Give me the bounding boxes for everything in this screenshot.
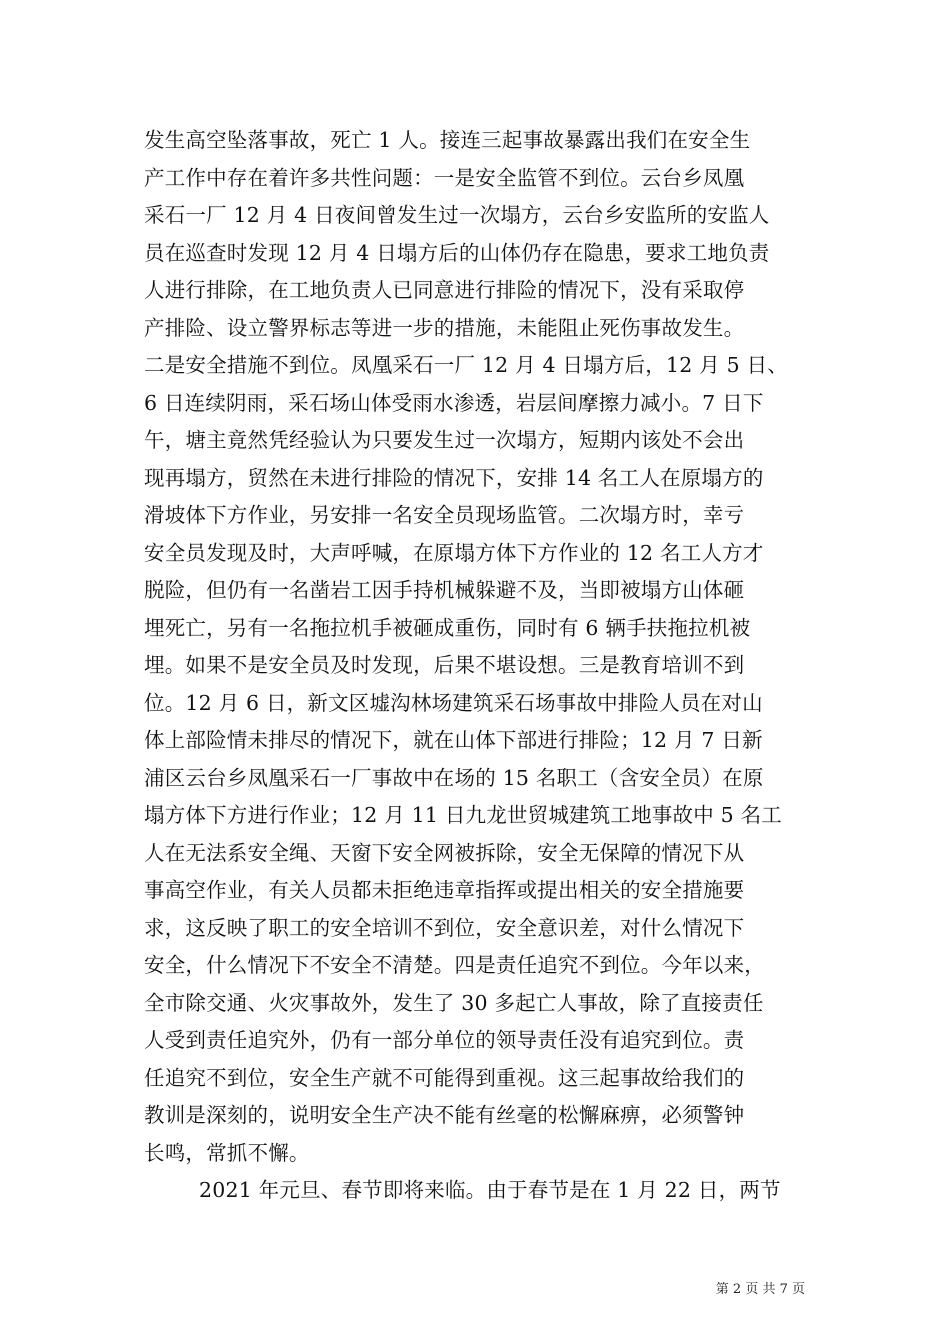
text-line: 发生高空坠落事故，死亡 1 人。接连三起事故暴露出我们在安全生 [144,128,751,152]
text-line: 人受到责任追究外，仍有一部分单位的领导责任没有追究到位。责 [144,1028,745,1052]
text-line: 求，这反映了职工的安全培训不到位，安全意识差，对什么情况下 [144,915,745,940]
text-line: 员在巡查时发现 12 月 4 日塌方后的山体仍存在隐患，要求工地负责 [144,240,770,265]
text-line: 产排险、设立警界标志等进一步的措施，未能阻止死伤事故发生。 [144,315,745,340]
text-line: 采石一厂 12 月 4 日夜间曾发生过一次塌方，云台乡安监所的安监人 [144,203,770,227]
text-line: 现再塌方，贸然在未进行排险的情况下，安排 14 名工人在原塌方的 [144,465,764,490]
page-number: 第 2 页 共 7 页 [715,1282,805,1297]
text-line: 滑坡体下方作业，另安排一名安全员现场监管。二次塌方时，幸亏 [144,503,745,527]
text-line: 塌方体下方进行作业；12 月 11 日九龙世贸城建筑工地事故中 5 名工 [144,803,782,827]
body-text [144,122,824,1210]
text-line: 埋。如果不是安全员及时发现，后果不堪设想。三是教育培训不到 [144,653,745,677]
text-line: 任追究不到位，安全生产就不可能得到重视。这三起事故给我们的 [144,1065,745,1090]
paragraph-start-line: 2021 年元旦、春节即将来临。由于春节是在 1 月 22 日，两节 [199,1178,781,1202]
text-line: 人在无法系安全绳、天窗下安全网被拆除，安全无保障的情况下从 [144,840,745,865]
text-line: 午，塘主竟然凭经验认为只要发生过一次塌方，短期内该处不会出 [144,428,745,452]
text-line: 位。12 月 6 日，新文区墟沟林场建筑采石场事故中排险人员在对山 [144,690,763,715]
text-line: 事高空作业，有关人员都未拒绝违章指挥或提出相关的安全措施要 [144,878,745,902]
text-line: 教训是深刻的，说明安全生产决不能有丝毫的松懈麻痹，必须警钟 [144,1103,745,1127]
text-line: 长鸣，常抓不懈。 [144,1140,310,1165]
text-line: 安全员发现及时，大声呼喊，在原塌方体下方作业的 12 名工人方才 [144,540,764,565]
text-line: 6 日连续阴雨，采石场山体受雨水渗透，岩层间摩擦力减小。7 日下 [144,390,764,415]
text-line: 安全，什么情况下不安全不清楚。四是责任追究不到位。今年以来， [144,953,765,977]
text-line: 人进行排除，在工地负责人已同意进行排险的情况下，没有采取停 [144,278,745,302]
text-line: 产工作中存在着许多共性问题：一是安全监管不到位。云台乡凤凰 [144,165,745,190]
text-line: 埋死亡，另有一名拖拉机手被砸成重伤，同时有 6 辆手扶拖拉机被 [144,615,751,640]
text-line: 浦区云台乡凤凰采石一厂事故中在场的 15 名职工（含安全员）在原 [144,765,764,790]
text-line: 二是安全措施不到位。凤凰采石一厂 12 月 4 日塌方后，12 月 5 日、 [144,353,788,377]
text-line: 全市除交通、火灾事故外，发生了 30 多起亡人事故，除了直接责任 [144,990,764,1015]
text-line: 体上部险情未排尽的情况下，就在山体下部进行排险；12 月 7 日新 [144,728,763,752]
text-line: 脱险，但仍有一名凿岩工因手持机械躲避不及，当即被塌方山体砸 [144,578,745,602]
